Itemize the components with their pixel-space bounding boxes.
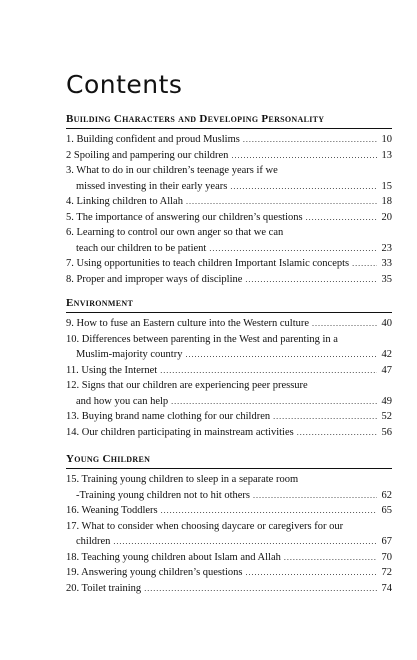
dot-leader <box>284 550 377 566</box>
toc-entry <box>66 409 392 425</box>
toc-entry-text: -Training young children not to hit others <box>76 489 251 501</box>
toc-entry-text: 8. Proper and improper ways of discipline <box>66 273 243 285</box>
toc-page-number: 72 <box>381 567 392 578</box>
dot-leader <box>253 488 377 504</box>
toc-entry <box>66 316 392 332</box>
dot-leader <box>231 148 377 164</box>
toc-entry-text: 10. Differences between parenting in the West and parenting in a <box>66 333 338 345</box>
toc-entry <box>66 472 392 488</box>
dot-leader <box>352 256 377 272</box>
toc-entry-text: 13. Buying brand name clothing for our children <box>66 411 271 422</box>
dot-leader <box>273 409 377 425</box>
toc-page-number: 62 <box>381 489 392 501</box>
toc-entry <box>66 425 392 441</box>
toc-entry-text: 17. What to consider when choosing daycare or caregivers for our <box>66 520 344 532</box>
toc-entry <box>66 210 392 226</box>
toc-entry-text: 18. Teaching young children about Islam and Allah <box>66 551 281 563</box>
toc-page-number: 33 <box>381 258 392 269</box>
toc-entry <box>66 550 392 566</box>
toc-entry-text: teach our children to be patient <box>76 242 207 254</box>
toc-entry <box>66 488 392 504</box>
toc-entry-text: Muslim-majority country <box>76 349 183 360</box>
section-heading: Environment <box>66 296 392 313</box>
dot-leader <box>185 347 377 363</box>
toc-entry <box>66 519 392 535</box>
dot-leader <box>297 425 377 441</box>
section-heading: Building Characters and Developing Personality <box>66 112 392 129</box>
dot-leader <box>209 241 377 257</box>
dot-leader <box>186 194 377 210</box>
toc-entry <box>66 148 392 164</box>
dot-leader <box>243 132 377 148</box>
dot-leader <box>230 179 377 195</box>
toc-entry-text: 5. The importance of answering our children’s questions <box>66 211 303 223</box>
toc-page-number: 52 <box>381 411 392 422</box>
toc-entry-text: missed investing in their early years <box>76 180 228 192</box>
toc-entry-text: children <box>76 536 111 547</box>
toc-page-number: 56 <box>381 426 392 438</box>
toc-entry <box>66 179 392 195</box>
dot-leader <box>306 210 377 226</box>
toc-entry-text: 11. Using the Internet <box>66 364 158 376</box>
toc-entry <box>66 132 392 148</box>
dot-leader <box>245 565 377 581</box>
toc-entry-text: 6. Learning to control our own anger so that we can <box>66 227 284 238</box>
toc-page-number: 40 <box>381 318 392 329</box>
toc-entry <box>66 241 392 257</box>
toc-page-number: 18 <box>381 196 392 207</box>
toc-entry-text: 15. Training young children to sleep in a separate room <box>66 474 299 485</box>
toc-entry <box>66 581 392 597</box>
dot-leader <box>245 272 377 288</box>
toc-page-number: 47 <box>381 364 392 376</box>
toc-page-number: 74 <box>381 582 392 594</box>
dot-leader <box>160 363 377 379</box>
toc-entry-text: 4. Linking children to Allah <box>66 196 183 207</box>
toc-entry-text: 14. Our children participating in mainstream activities <box>66 426 294 438</box>
toc-entry-text: 2 Spoiling and pampering our children <box>66 149 229 161</box>
toc-entry-text: and how you can help <box>76 395 169 407</box>
toc-entry <box>66 534 392 550</box>
toc-page-number: 49 <box>381 395 392 407</box>
toc-page-number: 35 <box>381 273 392 285</box>
toc-page-number: 42 <box>381 349 392 360</box>
dot-leader <box>144 581 377 597</box>
toc-entry <box>66 347 392 363</box>
toc-entry-text: 3. What to do in our children’s teenage years if we <box>66 165 278 176</box>
dot-leader <box>161 503 377 519</box>
toc-entry-text: 16. Weaning Toddlers <box>66 505 158 516</box>
toc-entry <box>66 194 392 210</box>
toc-entry <box>66 503 392 519</box>
toc-page-number: 67 <box>381 536 392 547</box>
toc-page-number: 23 <box>381 242 392 254</box>
dot-leader <box>312 316 377 332</box>
toc-entry-text: 19. Answering young children’s questions <box>66 567 243 578</box>
page-title: Contents <box>66 70 183 99</box>
toc-page-number: 10 <box>381 134 392 145</box>
toc-entry-text: 20. Toilet training <box>66 582 142 594</box>
toc-entry-text: 1. Building confident and proud Muslims <box>66 134 240 145</box>
toc-page-number: 13 <box>381 149 392 161</box>
toc-entry <box>66 163 392 179</box>
toc-entry <box>66 565 392 581</box>
toc-entry <box>66 225 392 241</box>
toc-page-number: 65 <box>381 505 392 516</box>
toc-page-number: 70 <box>381 551 392 563</box>
toc-entry-text: 7. Using opportunities to teach children Important Islamic concepts <box>66 258 350 269</box>
toc-entry <box>66 394 392 410</box>
toc-entry-text: 12. Signs that our children are experiencing peer pressure <box>66 380 308 391</box>
toc-entry <box>66 256 392 272</box>
toc-section <box>66 452 392 596</box>
section-heading: Young Children <box>66 452 392 469</box>
dot-leader <box>113 534 377 550</box>
toc-page-number: 20 <box>381 211 392 223</box>
dot-leader <box>171 394 377 410</box>
toc-entry <box>66 363 392 379</box>
toc-section <box>66 296 392 440</box>
toc-page-number: 15 <box>381 180 392 192</box>
toc-entry <box>66 272 392 288</box>
toc-entry <box>66 378 392 394</box>
toc-entry <box>66 332 392 348</box>
toc-section <box>66 112 392 287</box>
toc-entry-text: 9. How to fuse an Eastern culture into the Western culture <box>66 318 310 329</box>
